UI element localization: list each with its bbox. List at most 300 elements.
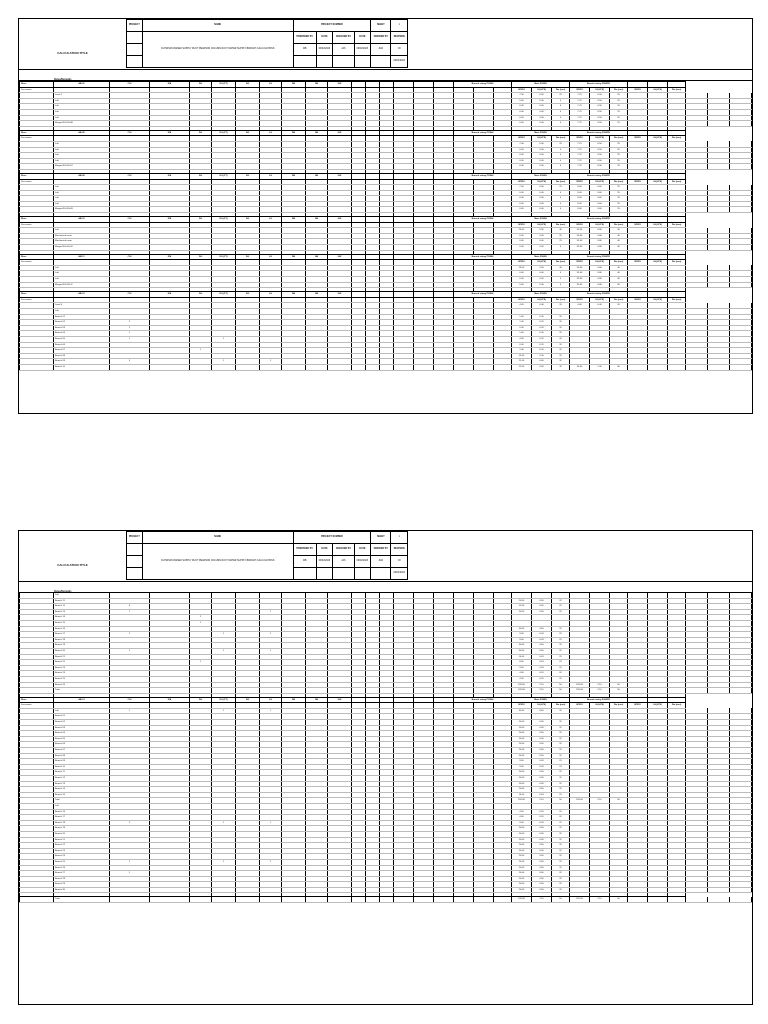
- table-cell: [730, 897, 752, 903]
- row-description: Branch 13: [54, 609, 110, 615]
- sizing-value-cell: 0.00: [532, 121, 552, 127]
- sizing-value-cell: 32: [552, 736, 570, 742]
- sizing-value-cell: 0.00: [532, 245, 552, 251]
- sizing-value-cell: 0.20: [532, 336, 552, 342]
- group-subheader-cell: WSFU: [628, 136, 648, 142]
- revision-label: REVISION: [391, 544, 408, 556]
- riser-id: AB-12: [54, 292, 110, 298]
- group-subheader-cell: WSFU: [628, 87, 648, 93]
- row-description: Merged 3G-3G-08: [54, 121, 110, 127]
- row-description: Branch 23: [54, 848, 110, 854]
- sizing-value-cell: 0.56: [532, 859, 552, 865]
- sizing-value-cell: 0.60: [590, 201, 610, 207]
- group-subheader-cell: Dia (mm): [668, 297, 686, 303]
- section-meta-cell: DG: [190, 82, 212, 88]
- table-cell: [414, 897, 434, 903]
- sizing-value-cell: 0.86: [590, 271, 610, 277]
- sizing-value-cell: 0.00: [512, 98, 532, 104]
- group-subheader-cell: WSFU: [628, 179, 648, 185]
- row-description: Branch 09: [54, 759, 110, 765]
- riser-sublabel: Descuenta: [20, 179, 54, 185]
- section-meta-cell: IPA: [150, 254, 190, 260]
- name-label: NAME: [142, 532, 293, 544]
- fixture-count-cell: 1: [212, 336, 236, 342]
- sizing-value-cell: 2.10: [532, 682, 552, 688]
- group-subheader-cell: WSFU: [628, 222, 648, 228]
- sizing-value-cell: 0.56: [532, 725, 552, 731]
- sizing-value-cell: 1.00: [590, 364, 610, 370]
- sizing-value-cell: 32: [552, 781, 570, 787]
- table-cell: [380, 897, 394, 903]
- table-cell: [628, 364, 648, 370]
- sizing-value-cell: 0.60: [532, 643, 552, 649]
- group-subheader-cell: Dia (mm): [552, 136, 570, 142]
- sizing-value-cell: 50: [610, 688, 628, 694]
- fixture-count-cell: 1: [110, 336, 150, 342]
- table-cell: [686, 207, 708, 213]
- sizing-value-cell: 53.00: [570, 265, 590, 271]
- sizing-value-cell: 0.60: [532, 364, 552, 370]
- sizing-value-cell: 2.10: [532, 897, 552, 903]
- row-description: Branch 19: [54, 826, 110, 832]
- table-cell: [708, 887, 730, 893]
- sizing-value-cell: 32: [552, 871, 570, 877]
- row-description: Loft: [54, 308, 110, 314]
- sizing-value-cell: 32: [552, 626, 570, 632]
- sizing-value-cell: 14.00: [512, 654, 532, 660]
- row-description: Branch 03: [54, 725, 110, 731]
- row-description: Branch 28: [54, 876, 110, 882]
- sizing-value-cell: 20.00: [512, 859, 532, 865]
- group-subheader-cell: GL(LPS): [532, 260, 552, 266]
- group-subheader-cell: Dia (mm): [552, 703, 570, 709]
- table-cell: [686, 164, 708, 170]
- fixture-count-cell: 1: [212, 859, 236, 865]
- sizing-value-cell: 25: [610, 98, 628, 104]
- sizing-value-cell: 20: [552, 348, 570, 354]
- riser-sublabel: Descuenta: [20, 87, 54, 93]
- sizing-value-cell: 20.00: [512, 609, 532, 615]
- sizing-value-cell: 25: [610, 109, 628, 115]
- sizing-value-cell: 25: [610, 190, 628, 196]
- sizing-value-cell: 0.00: [512, 271, 532, 277]
- sizing-value-cell: 12.00: [512, 353, 532, 359]
- sizing-value-cell: 32: [552, 720, 570, 726]
- section-meta-cell: IPA: [150, 292, 190, 298]
- section-meta-cell: DG: [236, 254, 260, 260]
- section-meta-cell: DG: [236, 130, 260, 136]
- table-cell: [414, 364, 434, 370]
- sizing-value-cell: 40: [610, 364, 628, 370]
- sizing-value-cell: 0.30: [532, 353, 552, 359]
- group-subheader-cell: WSFU: [512, 136, 532, 142]
- fixture-count-cell: 1: [110, 609, 150, 615]
- row-description: Loft: [54, 104, 110, 110]
- sizing-value-cell: 4.00: [512, 336, 532, 342]
- sizing-value-cell: 0.00: [532, 98, 552, 104]
- sizing-value-cell: 0.00: [532, 115, 552, 121]
- table-row: [20, 897, 752, 903]
- sizing-value-cell: 0.20: [532, 676, 552, 682]
- row-description: Branch 02: [54, 720, 110, 726]
- row-description: Branch 01: [54, 314, 110, 320]
- sizing-value-cell: 0.86: [590, 239, 610, 245]
- sizing-value-cell: 8.00: [570, 196, 590, 202]
- table-row: [20, 364, 752, 370]
- sizing-value-cell: 0.34: [532, 660, 552, 666]
- sizing-value-cell: 32: [552, 859, 570, 865]
- sizing-value-cell: 0.86: [590, 277, 610, 283]
- row-description: Branch 22: [54, 660, 110, 666]
- row-description: Branch 14: [54, 615, 110, 621]
- section-meta-cell: DG (FT): [212, 292, 236, 298]
- sizing-value-cell: 0.56: [532, 748, 552, 754]
- group-subheader-cell: GL(LPS): [590, 87, 610, 93]
- sizing-value-cell: 32: [552, 770, 570, 776]
- row-description: Branch 29: [54, 882, 110, 888]
- sizing-value-cell: 0.00: [512, 277, 532, 283]
- sizing-value-cell: 0.00: [512, 147, 532, 153]
- sizing-value-cell: 0.56: [532, 753, 552, 759]
- sizing-value-cell: 0.60: [532, 708, 552, 714]
- section-meta-cell: DB: [282, 173, 306, 179]
- row-description: Branch 14: [54, 787, 110, 793]
- sizing-value-cell: 0: [552, 153, 570, 159]
- row-description: Branch 13: [54, 781, 110, 787]
- group-subheader-cell: GL(LPS): [648, 703, 668, 709]
- sizing-value-cell: 0.00: [532, 153, 552, 159]
- group-header-branch-pgwfd: Branch sizing PGWFD: [570, 292, 628, 298]
- row-description: Branch 24: [54, 854, 110, 860]
- row-description: Total: [54, 897, 110, 903]
- sizing-value-cell: 0.56: [532, 848, 552, 854]
- checked-initials: JAS: [333, 44, 354, 56]
- section-meta-cell: DB: [282, 130, 306, 136]
- group-subheader-cell: GL(LPS): [590, 179, 610, 185]
- row-description: Merged 3G-3G-11: [54, 282, 110, 288]
- group-header-main-pgwh: Main PGWH: [512, 173, 570, 179]
- sizing-value-cell: 9.00: [512, 665, 532, 671]
- sizing-value-cell: 0.56: [532, 871, 552, 877]
- sheet-value: 1: [391, 532, 408, 544]
- riser-sublabel: Descuenta: [20, 260, 54, 266]
- sizing-value-cell: 40: [610, 282, 628, 288]
- sizing-value-cell: 20: [552, 325, 570, 331]
- fixture-count-cell: 1: [190, 348, 212, 354]
- section-meta-cell: CSI: [110, 697, 150, 703]
- table-cell: [686, 364, 708, 370]
- table-cell: [708, 897, 730, 903]
- sizing-value-cell: 25: [552, 660, 570, 666]
- group-subheader-cell: Dia (mm): [552, 179, 570, 185]
- group-subheader-cell: GL(LPS): [532, 87, 552, 93]
- section-meta-cell: LS: [260, 173, 282, 179]
- date-label: DATE: [354, 544, 371, 556]
- sizing-value-cell: 30.00: [512, 648, 532, 654]
- sizing-value-cell: 0.56: [532, 770, 552, 776]
- sizing-value-cell: 0.20: [532, 348, 552, 354]
- calc-sheet-page-2: [18, 530, 753, 1005]
- sizing-value-cell: 25: [610, 158, 628, 164]
- group-subheader-cell: WSFU: [512, 179, 532, 185]
- group-subheader-cell: Dia (mm): [668, 703, 686, 709]
- table-cell: [730, 688, 752, 694]
- sizing-value-cell: 0.00: [512, 115, 532, 121]
- table-cell: [686, 282, 708, 288]
- section-meta-cell: DB: [282, 292, 306, 298]
- section-meta-cell: CSI: [110, 173, 150, 179]
- sizing-value-cell: 0.00: [512, 342, 532, 348]
- sizing-value-cell: 0.60: [532, 359, 552, 365]
- sizing-value-cell: 53.00: [570, 228, 590, 234]
- sizing-value-cell: 25: [552, 792, 570, 798]
- sizing-value-cell: 25: [610, 153, 628, 159]
- fixture-count-cell: 1: [212, 708, 236, 714]
- verified-by-label: VERIFIED BY: [371, 544, 391, 556]
- date-label: DATE: [354, 32, 371, 44]
- row-description: Branch 11: [54, 770, 110, 776]
- row-description: Loft: [54, 228, 110, 234]
- group-header-branch-pgwfd: Branch sizing PGWFD: [570, 217, 628, 223]
- riser-sublabel: Descuenta: [20, 703, 54, 709]
- sizing-value-cell: 0.56: [590, 147, 610, 153]
- table-cell: [394, 364, 414, 370]
- sizing-value-cell: 2.10: [532, 798, 552, 804]
- table-cell: [668, 364, 686, 370]
- sizing-value-cell: 0.00: [512, 121, 532, 127]
- sizing-value-cell: 25: [552, 632, 570, 638]
- sizing-value-cell: 20.00: [512, 887, 532, 893]
- sizing-value-cell: 20: [552, 342, 570, 348]
- group-subheader-cell: GL(LPS): [590, 297, 610, 303]
- sizing-value-cell: 0.00: [532, 201, 552, 207]
- group-subheader-cell: GL(LPS): [648, 136, 668, 142]
- riser-label: Riser: [20, 82, 54, 88]
- sizing-value-cell: 0.00: [512, 158, 532, 164]
- sizing-value-cell: 0: [552, 282, 570, 288]
- group-header-branch-pgwfd: Branch sizing PGWFD: [570, 697, 628, 703]
- row-description: Mechanical room: [54, 239, 110, 245]
- row-ref: [20, 364, 54, 370]
- table-cell: [494, 897, 512, 903]
- sizing-value-cell: 1.00: [512, 314, 532, 320]
- sizing-value-cell: 0.00: [532, 109, 552, 115]
- group-subheader-cell: Dia (mm): [610, 260, 628, 266]
- prepared-by-label: PREPARED BY: [293, 544, 316, 556]
- fixture-count-cell: [110, 364, 150, 370]
- sizing-value-cell: 50: [552, 682, 570, 688]
- row-description: Branch 11: [54, 598, 110, 604]
- row-description: Branch 15: [54, 620, 110, 626]
- sizing-value-cell: 7.70: [570, 104, 590, 110]
- section-meta-cell: CSI: [110, 130, 150, 136]
- sizing-value-cell: 7.00: [512, 93, 532, 99]
- group-header-branch-pgwh: Branch sizing PGWH: [454, 82, 512, 88]
- group-subheader-cell: WSFU: [628, 260, 648, 266]
- sizing-value-cell: 0.00: [532, 147, 552, 153]
- fixture-count-cell: [328, 897, 352, 903]
- group-subheader-cell: Dia (mm): [668, 87, 686, 93]
- sizing-value-cell: 25: [552, 233, 570, 239]
- group-subheader-cell: GL(LPS): [590, 260, 610, 266]
- checked-by-label: CHECKED BY: [333, 32, 354, 44]
- fixture-count-cell: 1: [260, 820, 282, 826]
- sizing-value-cell: 14.00: [512, 792, 532, 798]
- sizing-value-cell: 32: [552, 753, 570, 759]
- row-description: Branch 12: [54, 776, 110, 782]
- date-label: DATE: [316, 32, 333, 44]
- sizing-value-cell: 40: [610, 271, 628, 277]
- table-cell: [366, 364, 380, 370]
- sizing-value-cell: 0.00: [512, 109, 532, 115]
- row-description: Branch 05: [54, 336, 110, 342]
- sizing-value-cell: 0.56: [532, 781, 552, 787]
- sizing-value-cell: 22.00: [512, 364, 532, 370]
- table-cell: [730, 164, 752, 170]
- sizing-value-cell: 182.00: [512, 682, 532, 688]
- riser-label: Riser: [20, 173, 54, 179]
- riser-sublabel: Descuenta: [20, 222, 54, 228]
- section-meta-cell: GW: [328, 292, 352, 298]
- fixture-count-cell: 1: [110, 871, 150, 877]
- sizing-value-cell: 32: [552, 648, 570, 654]
- sizing-value-cell: 30.00: [512, 626, 532, 632]
- sizing-value-cell: 0.56: [590, 115, 610, 121]
- sizing-value-cell: 25: [552, 759, 570, 765]
- sizing-value-cell: 20.00: [512, 598, 532, 604]
- riser-id: AB-10: [54, 217, 110, 223]
- sizing-value-cell: 20: [552, 676, 570, 682]
- checked-by-label: CHECKED BY: [333, 544, 354, 556]
- sizing-value-cell: 20.00: [512, 826, 532, 832]
- sizing-value-cell: 0.00: [512, 245, 532, 251]
- sizing-value-cell: 7.70: [570, 164, 590, 170]
- sizing-value-cell: 182.00: [570, 798, 590, 804]
- sizing-value-cell: 29.00: [512, 228, 532, 234]
- sizing-value-cell: 0.43: [532, 792, 552, 798]
- table-cell: [730, 282, 752, 288]
- section-meta-cell: DG (FT): [212, 173, 236, 179]
- row-description: Branch 18: [54, 820, 110, 826]
- sizing-value-cell: 182.00: [570, 688, 590, 694]
- section-meta-cell: LS: [260, 254, 282, 260]
- group-subheader-cell: WSFU: [570, 179, 590, 185]
- group-subheader-cell: Dia (mm): [552, 87, 570, 93]
- sizing-value-cell: 7.70: [570, 147, 590, 153]
- calc-sheet-page-1: [18, 18, 753, 414]
- sizing-value-cell: 0.00: [532, 196, 552, 202]
- sizing-value-cell: 40: [552, 265, 570, 271]
- sizing-value-cell: 7.00: [512, 141, 532, 147]
- table-cell: [366, 897, 380, 903]
- sizing-value-cell: 20.00: [512, 720, 532, 726]
- project-number-label: PROJECT NUMBER: [293, 532, 370, 544]
- sizing-value-cell: 0.20: [532, 342, 552, 348]
- sizing-value-cell: 0.00: [532, 282, 552, 288]
- sizing-value-cell: 182.00: [570, 682, 590, 688]
- sizing-value-cell: 9.00: [512, 637, 532, 643]
- section-meta-cell: GB: [306, 254, 328, 260]
- verified-by-label: VERIFIED BY: [371, 32, 391, 44]
- sizing-value-cell: 25: [552, 353, 570, 359]
- sizing-value-cell: 40: [610, 228, 628, 234]
- sizing-value-cell: 25: [552, 604, 570, 610]
- row-description: Branch 21: [54, 654, 110, 660]
- sizing-value-cell: 20.00: [512, 725, 532, 731]
- sheet-label: SHEET: [371, 532, 391, 544]
- fixture-count-cell: [190, 897, 212, 903]
- sizing-value-cell: 20.00: [512, 753, 532, 759]
- sizing-value-cell: 53.00: [570, 233, 590, 239]
- table-cell: [730, 207, 752, 213]
- sizing-value-cell: 32: [552, 725, 570, 731]
- group-subheader-cell: GL(LPS): [648, 87, 668, 93]
- sizing-value-cell: 0.56: [532, 882, 552, 888]
- section-meta-cell: DG (FT): [212, 130, 236, 136]
- fixture-count-cell: 1: [110, 331, 150, 337]
- sizing-value-cell: 20.00: [512, 787, 532, 793]
- sizing-value-cell: 0: [552, 245, 570, 251]
- group-subheader-cell: WSFU: [512, 222, 532, 228]
- sizing-value-cell: 20.00: [512, 837, 532, 843]
- sizing-value-cell: 32: [552, 887, 570, 893]
- group-subheader-cell: WSFU: [570, 87, 590, 93]
- sizing-value-cell: 40: [610, 277, 628, 283]
- sizing-value-cell: 0.56: [590, 158, 610, 164]
- group-header-main-pgwh: Main PGWH: [512, 254, 570, 260]
- sizing-value-cell: 0.00: [512, 207, 532, 213]
- table-cell: [730, 364, 752, 370]
- pipe-sizing-table: [19, 593, 752, 903]
- group-subheader-cell: Dia (mm): [552, 222, 570, 228]
- sizing-value-cell: 20.00: [512, 736, 532, 742]
- row-description: Branch 17: [54, 632, 110, 638]
- row-description: Loft: [54, 277, 110, 283]
- sizing-value-cell: 32: [552, 359, 570, 365]
- sizing-value-cell: 0.86: [590, 245, 610, 251]
- notes-remarks-label: Notes/Remarks: [54, 78, 72, 81]
- sizing-value-cell: 20: [610, 303, 628, 309]
- section-meta-cell: DG (FT): [212, 254, 236, 260]
- sizing-value-cell: 0.56: [532, 787, 552, 793]
- sizing-value-cell: 30.00: [512, 708, 532, 714]
- sizing-value-cell: 32: [552, 708, 570, 714]
- sizing-value-cell: 0.34: [532, 764, 552, 770]
- sizing-value-cell: 7.70: [570, 158, 590, 164]
- sizing-value-cell: 9.00: [512, 759, 532, 765]
- title-block-grid: [126, 531, 408, 580]
- section-meta-cell: DG (FT): [212, 217, 236, 223]
- sizing-value-cell: 0.56: [590, 121, 610, 127]
- row-description: Branch 21: [54, 837, 110, 843]
- section-meta-cell: LS: [260, 130, 282, 136]
- section-meta-cell: CSI: [110, 292, 150, 298]
- group-subheader-cell: GL(LPS): [590, 222, 610, 228]
- sizing-value-cell: 0.56: [532, 854, 552, 860]
- sizing-value-cell: 20.00: [512, 748, 532, 754]
- section-meta-cell: GB: [306, 130, 328, 136]
- row-description: Branch 18: [54, 637, 110, 643]
- sizing-value-cell: 0.00: [512, 196, 532, 202]
- table-cell: [686, 121, 708, 127]
- sizing-value-cell: 0: [552, 98, 570, 104]
- section-meta-cell: IPA: [150, 173, 190, 179]
- table-cell: [708, 282, 730, 288]
- title-block: [19, 531, 752, 582]
- fixture-count-cell: 1: [212, 648, 236, 654]
- fixture-count-cell: [306, 364, 328, 370]
- row-description: Branch 08: [54, 353, 110, 359]
